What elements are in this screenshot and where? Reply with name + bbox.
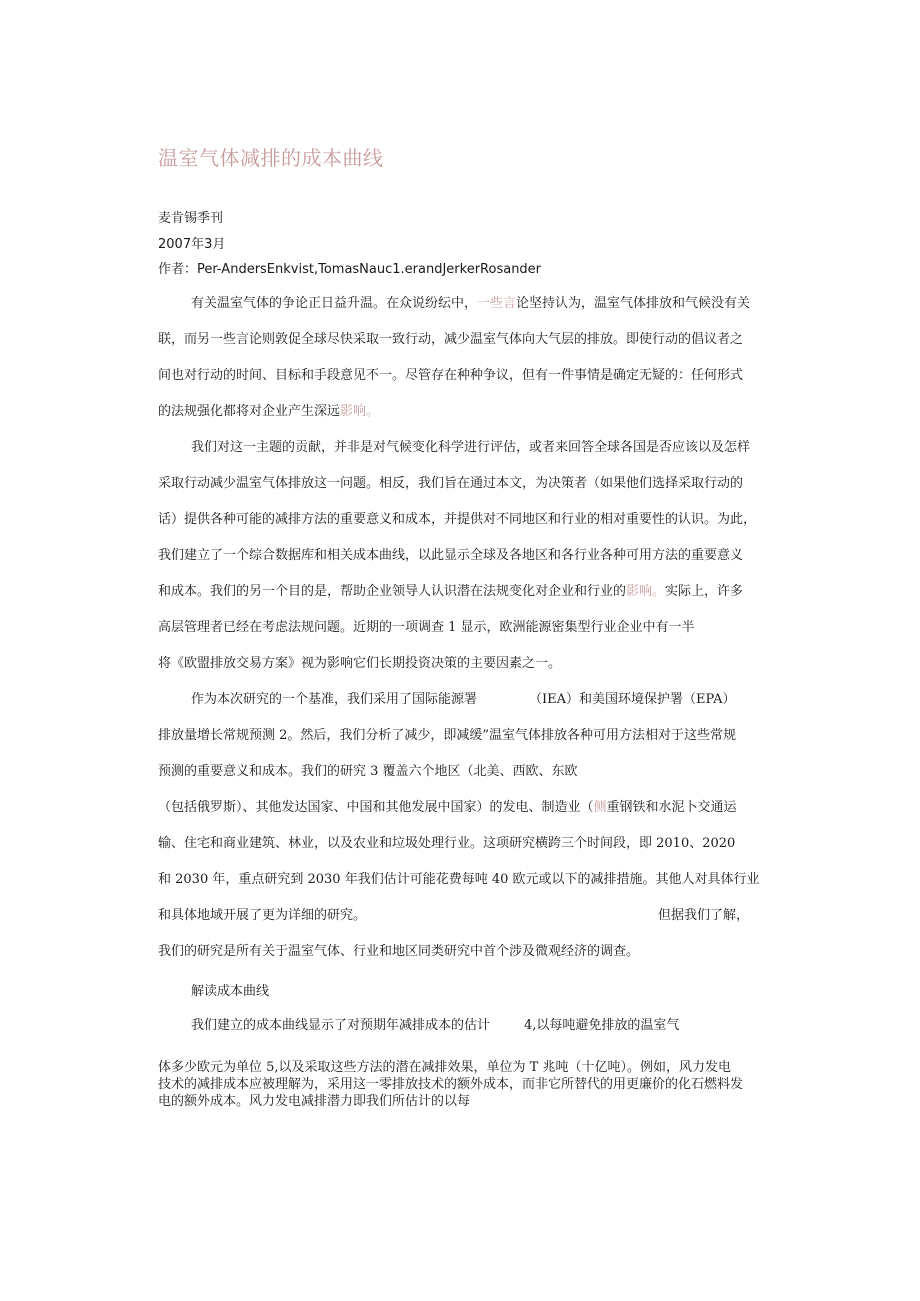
date-line: 2007年3月 [158,237,226,252]
highlight-text: 影响。 [340,404,380,419]
paragraph-line: 和 2030 年，重点研究到 2030 年我们估计可能花费每吨 40 欧元或以下的减排措施。其他人对具体行业 [158,872,760,887]
paragraph-line: 和具体地域开展了更为详细的研究。 但据我们了解， [158,908,750,923]
section-heading: 解读成本曲线 [191,984,270,999]
paragraph-line: 话）提供各种可能的减排方法的重要意义和成本，并提供对不同地区和行业的相对重要性的认识。为此， [158,512,757,527]
paragraph-line: 的法规强化都将对企业产生深远影响。 [158,404,380,419]
authors-names: Per-AndersEnkvist,TomasNauc1.erandJerkerRosander [197,262,542,277]
paragraph-line: 我们建立的成本曲线显示了对预期年减排成本的估计 4,以每吨避免排放的温室气 [191,1018,680,1033]
document-title: 温室气体减排的成本曲线 [158,146,384,170]
paragraph-line: 技术的减排成本应被理解为，采用这一零排放技术的额外成本，而非它所替代的用更廉价的化石燃料发 [158,1077,744,1092]
authors-line [158,258,541,277]
paragraph-line: 我们对这一主题的贡献，并非是对气候变化科学进行评估，或者来回答全球各国是否应该以及怎样 [191,440,751,455]
paragraph-4 [158,1008,788,1044]
highlight-text: 侧 [593,800,607,815]
highlight-text: 一些言 [477,296,517,311]
paragraph-line: 将《欧盟排放交易方案》视为影响它们长期投资决策的主要因素之一。 [158,656,562,671]
paragraph-line: 高层管理者已经在考虑法规问题。近期的一项调查 1 显示，欧洲能源密集型行业企业中有一半 [158,620,695,635]
paragraph-1 [158,286,788,430]
paragraph-line: （包括俄罗斯）、其他发达国家、中国和其他发展中国家）的发电、制造业（侧重钢铁和水泥卜交通运 [158,800,737,815]
authors-label: 作者： [158,262,198,277]
paragraph-line: 采取行动减少温室气体排放这一问题。相反，我们旨在通过本文，为决策者（如果他们选择采取行动的 [158,476,744,491]
paragraph-line: 有关温室气体的争论正日益升温。在众说纷纭中，一些言论坚持认为，温室气体排放和气候没有关 [191,296,751,311]
paragraph-line: 电的额外成本。风力发电减排潜力即我们所估计的以每 [158,1094,471,1109]
paragraph-line: 体多少欧元为单位 5,以及采取这些方法的潜在减排效果，单位为 T 兆吨（十亿吨）。例如，风力发电 [158,1060,731,1075]
paragraph-line: 作为本次研究的一个基准，我们采用了国际能源署 （IEA）和美国环境保护署（EPA） [191,692,736,707]
source-line: 麦肯锡季刊 [158,211,224,226]
paragraph-line: 联，而另一些言论则敦促全球尽快采取一致行动，减少温室气体向大气层的排放。即使行动的倡议者之 [158,332,744,347]
paragraph-line: 输、住宅和商业建筑、林业，以及农业和垃圾处理行业。这项研究横跨三个时间段，即 2010、2020 [158,836,736,851]
highlight-text: 影响。 [626,584,666,599]
paragraph-line: 和成本。我们的另一个目的是，帮助企业领导人认识潜在法规变化对企业和行业的影响。实际上，许多 [158,584,744,599]
paragraph-line: 我们建立了一个综合数据库和相关成本曲线，以此显示全球及各地区和各行业各种可用方法的重要意义 [158,548,744,563]
paragraph-line: 预测的重要意义和成本。我们的研究 3 覆盖六个地区（北美、西欧、东欧 [158,764,578,779]
paragraph-3 [158,682,788,970]
paragraph-line: 我们的研究是所有关于温室气体、行业和地区同类研究中首个涉及微观经济的调查。 [158,944,640,959]
paragraph-2 [158,430,788,682]
paragraph-line: 间也对行动的时间、目标和手段意见不一。尽管存在种种争议，但有一件事情是确定无疑的：任何形式 [158,368,744,383]
paragraph-4-continued [158,1059,798,1110]
paragraph-line: 排放量增长常规预测 2。然后，我们分析了减少，即减缓”温室气体排放各种可用方法相对于这些常规 [158,728,737,743]
